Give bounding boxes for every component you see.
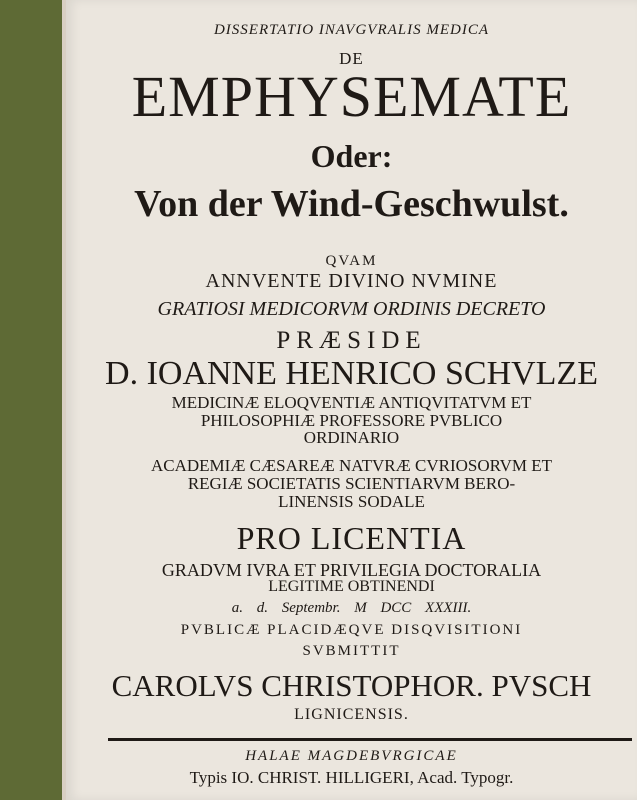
- pro-licentia-heading: PRO LICENTIA: [236, 520, 467, 556]
- gratiosi-line: GRATIOSI MEDICORVM ORDINIS DECRETO: [157, 298, 546, 320]
- book-spine: [0, 0, 62, 800]
- praeses-name: D. IOANNE HENRICO SCHVLZE: [105, 355, 598, 392]
- academy-line: LINENSIS SODALE: [278, 492, 425, 511]
- author-name: CAROLVS CHRISTOPHOR. PVSCH: [111, 668, 592, 703]
- praeside-line: PRÆSIDE: [276, 327, 427, 354]
- dissertation-header: DISSERTATIO INAVGVRALIS MEDICA: [213, 22, 490, 38]
- praeses-title-line: ORDINARIO: [303, 428, 400, 447]
- gradum-line: GRADVM IVRA ET PRIVILEGIA DOCTORALIA: [161, 560, 542, 580]
- academy-line: ACADEMIÆ CÆSAREÆ NATVRÆ CVRIOSORVM ET: [150, 456, 553, 475]
- divider-rule: [108, 738, 632, 741]
- praeses-title-line: MEDICINÆ ELOQVENTIÆ ANTIQVITATVM ET: [171, 393, 532, 412]
- oder-line: Oder:: [310, 138, 393, 174]
- main-title: EMPHYSEMATE: [131, 64, 572, 129]
- gradum-line: LEGITIME OBTINENDI: [268, 578, 435, 595]
- annuente-line: ANNVENTE DIVINO NVMINE: [205, 270, 498, 292]
- author-origin: LIGNICENSIS.: [294, 706, 409, 723]
- printer-line: Typis IO. CHRIST. HILLIGERI, Acad. Typogr.: [189, 768, 514, 787]
- date-line: a. d. Septembr. M DCC XXXIII.: [231, 600, 472, 616]
- praeses-title-line: PHILOSOPHIÆ PROFESSORE PVBLICO: [200, 411, 503, 430]
- place-line: HALAE MAGDEBVRGICAE: [245, 748, 458, 764]
- publicae-line: PVBLICÆ PLACIDÆQVE DISQVISITIONI: [180, 622, 523, 638]
- quam-line: QVAM: [325, 253, 378, 269]
- submittit-line: SVBMITTIT: [302, 643, 401, 659]
- academy-line: REGIÆ SOCIETATIS SCIENTIARVM BERO-: [187, 474, 516, 493]
- german-subtitle: Von der Wind-Geschwulst.: [134, 183, 569, 225]
- de-line: DE: [339, 49, 364, 68]
